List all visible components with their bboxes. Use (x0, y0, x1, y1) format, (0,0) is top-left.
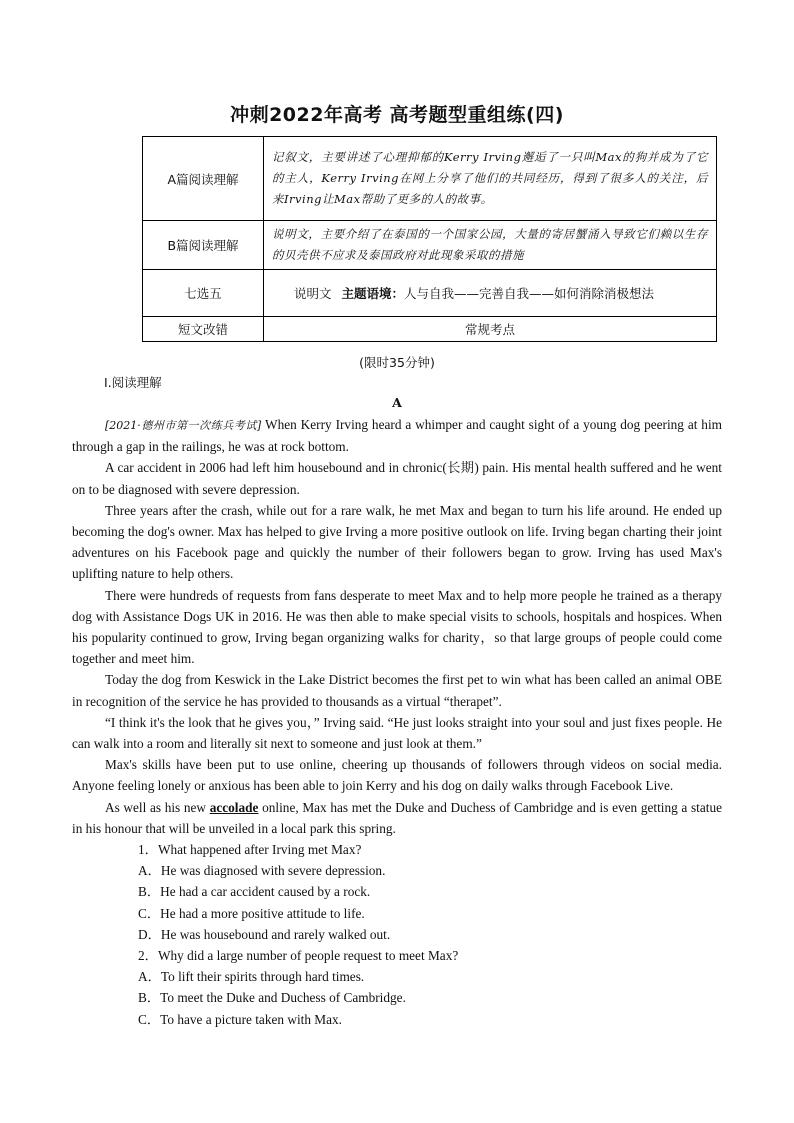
overview-row-d (143, 317, 717, 342)
row-label: B篇阅读理解 (143, 221, 264, 270)
paragraph: Max's skills have been put to use online, cheering up thousands of followers through videos on social media. Anyone feeling lonely or anxious has been able to join Kerry and his dog on daily walks through Facebook Live. (72, 757, 722, 794)
question-option: A．To lift their spirits through hard times. (138, 969, 365, 985)
time-limit: (限时35分钟) (359, 355, 435, 370)
row-content: 常规考点 (264, 317, 717, 342)
question-option: B．He had a car accident caused by a rock. (138, 884, 371, 900)
source-tag: [2021·德州市第一次练兵考试] (105, 419, 262, 432)
row-content (264, 270, 717, 317)
paragraph: “I think it's the look that he gives you，” Irving said. “He just looks straight into your soul and just fixes people. He can walk into a room and literally sit next to someone and just look at them.” (72, 714, 722, 752)
page-title: 冲刺2022年高考 高考题型重组练(四) (230, 104, 564, 126)
row-label: 短文改错 (143, 317, 264, 342)
overview-table (142, 136, 717, 342)
paragraph: Three years after the crash, while out for a rare walk, he met Max and began to turn his life around. He ended up becoming the dog's owner. Max has helped to give Irving a more positive outlook on life. Irving began charting their joint adventures on his Facebook page and quickly the number of their followers began to grow. Irving has used Max's uplifting nature to help others. (72, 502, 722, 582)
paragraph: A car accident in 2006 had left him housebound and in chronic(长期) pain. His mental health suffered and he went on to be diagnosed with severe depression. (72, 460, 722, 497)
paragraph-text: As well as his new (105, 799, 210, 815)
section-heading: Ⅰ.阅读理解 (104, 375, 162, 390)
question-option: B．To meet the Duke and Duchess of Cambridge. (138, 990, 406, 1006)
highlighted-word: accolade (209, 799, 259, 815)
question-option: A．He was diagnosed with severe depression. (138, 863, 386, 879)
row-label: A篇阅读理解 (143, 137, 264, 221)
text-type: 说明文 (294, 286, 332, 301)
overview-row-b (143, 221, 717, 270)
row-content: 说明文，主要介绍了在泰国的一个国家公园，大量的寄居蟹涌入导致它们赖以生存的贝壳供不应求及泰国政府对此现象采取的措施 (264, 221, 717, 270)
paragraph-text: When Kerry Irving heard a whimper and caught sight of a young dog peering at him through a gap in the railings, he was at rock bottom. (72, 417, 722, 455)
paragraph (72, 797, 722, 839)
question-option: D．He was housebound and rarely walked out. (138, 926, 391, 942)
theme-text: 人与自我——完善自我——如何消除消极想法 (404, 286, 655, 301)
overview-row-a (143, 137, 717, 221)
passage-body (72, 414, 722, 1030)
question-option: C．To have a picture taken with Max. (138, 1011, 343, 1027)
question-stem: 1．What happened after Irving met Max? (138, 842, 362, 858)
theme-label: 主题语境： (341, 286, 405, 301)
overview-row-c (143, 270, 717, 317)
question-stem: 2．Why did a large number of people request to meet Max? (138, 948, 459, 964)
row-content: 记叙文，主要讲述了心理抑郁的Kerry Irving邂逅了一只叫Max的狗并成为了它的主人，Kerry Irving在网上分享了他们的共同经历，得到了很多人的关注，后来Irving让Max帮助了更多的人的故事。 (264, 137, 717, 221)
paragraph (72, 414, 722, 457)
paragraph: There were hundreds of requests from fans desperate to meet Max and to help more people he trained as a therapy dog with Assistance Dogs UK in 2016. He was then able to make special visits to schools, hospitals and hospices. When his popularity continued to grow, Irving began organizing walks for charity，so that large groups of people could come together and meet him. (72, 587, 722, 667)
question-option: C．He had a more positive attitude to life. (138, 905, 365, 921)
paragraph-text: online, Max has met the Duke and Duchess of Cambridge and is even getting a statue in his honour that will be unveiled in a local park this spring. (72, 799, 722, 836)
passage-letter: A (392, 395, 402, 410)
paragraph: Today the dog from Keswick in the Lake District becomes the first pet to win what has been called an animal OBE in recognition of the service he has provided to thousands as a virtual “therapet”. (72, 672, 722, 709)
row-label: 七选五 (143, 270, 264, 317)
